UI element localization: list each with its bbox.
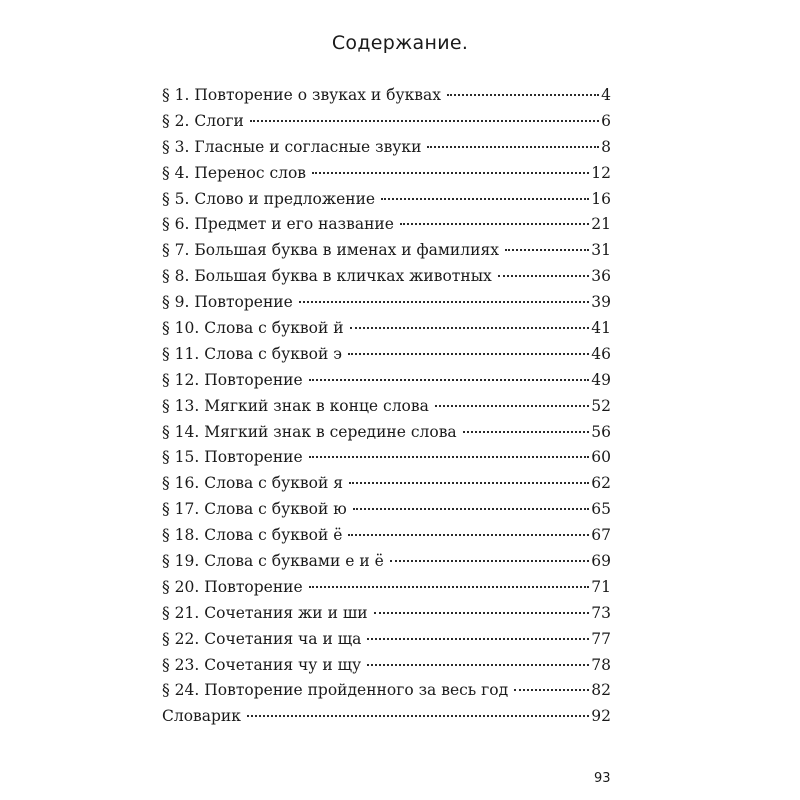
toc-entry-page: 46 xyxy=(591,344,611,363)
toc-dot-leader xyxy=(299,301,589,303)
toc-entry[interactable] xyxy=(162,678,611,704)
toc-dot-leader xyxy=(349,482,589,484)
toc-entry-page: 16 xyxy=(591,189,611,208)
toc-entry-title: § 21. Сочетания жи и ши xyxy=(162,603,368,622)
toc-dot-leader xyxy=(498,275,589,277)
toc-entry-title: Словарик xyxy=(162,707,241,726)
toc-entry[interactable] xyxy=(162,238,611,264)
toc-entry-page: 77 xyxy=(591,629,611,648)
toc-entry-title: § 7. Большая буква в именах и фамилиях xyxy=(162,241,499,260)
toc-entry[interactable] xyxy=(162,394,611,420)
toc-dot-leader xyxy=(367,664,589,666)
toc-dot-leader xyxy=(390,560,590,562)
toc-entry[interactable] xyxy=(162,497,611,523)
toc-entry-page: 73 xyxy=(591,603,611,622)
toc-entry-title: § 4. Перенос слов xyxy=(162,163,307,182)
toc-dot-leader xyxy=(309,586,590,588)
toc-dot-leader xyxy=(353,508,590,510)
toc-dot-leader xyxy=(350,327,590,329)
toc-dot-leader xyxy=(348,534,589,536)
toc-dot-leader xyxy=(309,379,590,381)
toc-entry[interactable] xyxy=(162,704,611,730)
toc-entry-page: 71 xyxy=(591,577,611,596)
toc-entry-title: § 9. Повторение xyxy=(162,293,293,312)
toc-dot-leader xyxy=(374,612,590,614)
toc-entry-page: 62 xyxy=(591,474,611,493)
toc-entry[interactable] xyxy=(162,523,611,549)
table-of-contents xyxy=(162,83,611,730)
toc-dot-leader xyxy=(435,405,589,407)
toc-entry-title: § 5. Слово и предложение xyxy=(162,189,376,208)
toc-entry[interactable] xyxy=(162,368,611,394)
toc-entry-title: § 13. Мягкий знак в конце слова xyxy=(162,396,429,415)
toc-entry-page: 92 xyxy=(591,707,611,726)
toc-entry-page: 60 xyxy=(591,448,611,467)
toc-entry[interactable] xyxy=(162,471,611,497)
toc-entry-title: § 8. Большая буква в кличках животных xyxy=(162,267,492,286)
toc-dot-leader xyxy=(400,223,589,225)
toc-entry-title: § 1. Повторение о звуках и буквах xyxy=(162,86,441,104)
toc-entry-title: § 6. Предмет и его название xyxy=(162,215,394,234)
toc-entry[interactable] xyxy=(162,420,611,446)
toc-dot-leader xyxy=(309,456,590,458)
toc-entry[interactable] xyxy=(162,161,611,187)
toc-entry[interactable] xyxy=(162,601,611,627)
toc-dot-leader xyxy=(514,689,589,691)
toc-entry-page: 82 xyxy=(591,681,611,700)
toc-entry-page: 6 xyxy=(601,111,611,130)
toc-dot-leader xyxy=(247,715,589,717)
toc-entry-page: 78 xyxy=(591,655,611,674)
toc-entry-page: 52 xyxy=(591,396,611,415)
toc-entry[interactable] xyxy=(162,316,611,342)
toc-entry-title: § 24. Повторение пройденного за весь год xyxy=(162,681,509,700)
toc-entry-page: 12 xyxy=(591,163,611,182)
toc-dot-leader xyxy=(427,146,599,148)
toc-dot-leader xyxy=(381,198,589,200)
toc-entry-title: § 16. Слова с буквой я xyxy=(162,474,344,493)
toc-entry-title: § 14. Мягкий знак в середине слова xyxy=(162,422,457,441)
toc-dot-leader xyxy=(505,249,589,251)
toc-entry[interactable] xyxy=(162,135,611,161)
toc-entry-title: § 2. Слоги xyxy=(162,111,244,130)
toc-entry[interactable] xyxy=(162,549,611,575)
toc-entry-title: § 22. Сочетания ча и ща xyxy=(162,629,362,648)
toc-dot-leader xyxy=(447,94,599,96)
toc-entry-title: § 11. Слова с буквой э xyxy=(162,344,342,363)
toc-entry[interactable] xyxy=(162,109,611,135)
toc-entry-title: § 19. Слова с буквами е и ё xyxy=(162,552,384,571)
toc-entry[interactable] xyxy=(162,187,611,213)
toc-dot-leader xyxy=(348,353,589,355)
toc-entry-page: 4 xyxy=(601,86,611,104)
page-title: Содержание. xyxy=(331,32,469,54)
page-number: 93 xyxy=(594,771,611,786)
toc-entry-page: 67 xyxy=(591,526,611,545)
toc-entry-title: § 17. Слова с буквой ю xyxy=(162,500,347,519)
toc-entry-page: 49 xyxy=(591,370,611,389)
toc-entry[interactable] xyxy=(162,575,611,601)
toc-entry[interactable] xyxy=(162,342,611,368)
toc-entry-page: 21 xyxy=(591,215,611,234)
toc-dot-leader xyxy=(250,120,599,122)
toc-entry[interactable] xyxy=(162,290,611,316)
toc-dot-leader xyxy=(367,638,589,640)
toc-entry[interactable] xyxy=(162,627,611,653)
toc-dot-leader xyxy=(312,172,589,174)
toc-entry-title: § 15. Повторение xyxy=(162,448,303,467)
toc-entry-page: 39 xyxy=(591,293,611,312)
toc-entry-title: § 12. Повторение xyxy=(162,370,303,389)
toc-dot-leader xyxy=(463,431,590,433)
toc-entry[interactable] xyxy=(162,653,611,679)
toc-entry-page: 69 xyxy=(591,552,611,571)
toc-entry-page: 31 xyxy=(591,241,611,260)
toc-entry-page: 65 xyxy=(591,500,611,519)
toc-entry[interactable] xyxy=(162,264,611,290)
toc-entry-title: § 18. Слова с буквой ё xyxy=(162,526,343,545)
toc-entry-title: § 23. Сочетания чу и щу xyxy=(162,655,362,674)
toc-entry-title: § 10. Слова с буквой й xyxy=(162,319,344,338)
toc-entry[interactable] xyxy=(162,445,611,471)
toc-entry-page: 56 xyxy=(591,422,611,441)
toc-entry-title: § 20. Повторение xyxy=(162,577,303,596)
toc-entry-page: 8 xyxy=(601,137,611,156)
toc-entry-page: 36 xyxy=(591,267,611,286)
toc-entry-title: § 3. Гласные и согласные звуки xyxy=(162,137,422,156)
toc-entry[interactable] xyxy=(162,83,611,109)
toc-entry[interactable] xyxy=(162,212,611,238)
toc-entry-page: 41 xyxy=(591,319,611,338)
